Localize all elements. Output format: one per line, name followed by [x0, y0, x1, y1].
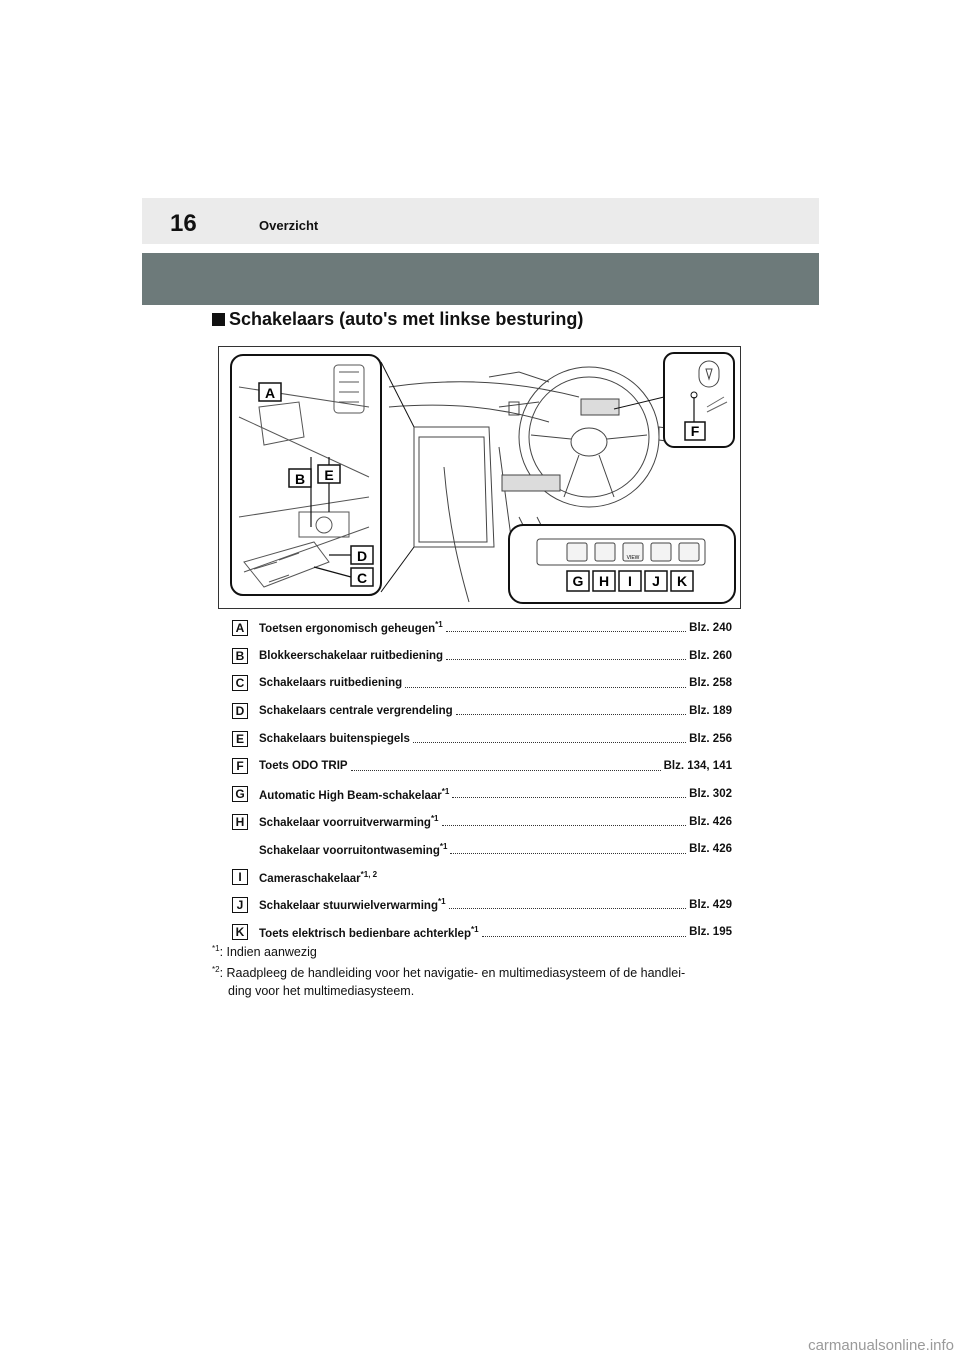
leader-dots	[449, 908, 687, 909]
callout-j-label: J	[652, 573, 660, 589]
page-ref: Blz. 426	[689, 815, 732, 828]
callout-b-label: B	[294, 471, 306, 487]
callout-a-label: A	[264, 385, 276, 401]
page-ref: Blz. 260	[689, 649, 732, 662]
leader-dots	[351, 770, 661, 771]
item-label: Toets ODO TRIP	[259, 760, 348, 773]
item-badge: F	[232, 758, 248, 774]
item-label: Schakelaar voorruitontwaseming$^{*1}$	[259, 841, 448, 857]
leader-dots	[446, 631, 686, 632]
page-ref: Blz. 256	[689, 732, 732, 745]
section-title: Overzicht	[259, 218, 319, 233]
item-label: Toets elektrisch bedienbare achterklep$^{*1}$	[259, 924, 479, 940]
list-item	[232, 891, 732, 919]
square-bullet-icon	[212, 313, 225, 326]
page-ref: Blz. 426	[689, 843, 732, 856]
item-label: Schakelaars ruitbediening	[259, 677, 403, 690]
item-badge: G	[232, 786, 248, 802]
item-badge: J	[232, 897, 248, 913]
list-item	[232, 669, 732, 697]
leader-dots	[450, 853, 686, 854]
dashboard-illustration	[218, 346, 741, 609]
footnote-2-continued: ding voor het multimediasysteem.	[228, 984, 415, 999]
list-item	[232, 725, 732, 753]
item-badge: D	[232, 703, 248, 719]
list-item	[232, 780, 732, 808]
item-label: Cameraschakelaar$^{*1, 2}$	[259, 869, 378, 885]
leader-dots	[413, 742, 686, 743]
callout-h-label: H	[598, 573, 610, 589]
page-ref: Blz. 258	[689, 677, 732, 690]
item-label: Schakelaars centrale vergrendeling	[259, 704, 453, 717]
list-item	[232, 752, 732, 780]
footnote-1: $^{*1}$: Indien aanwezig	[212, 944, 317, 960]
item-label: Schakelaars buitenspiegels	[259, 732, 410, 745]
item-badge: E	[232, 731, 248, 747]
item-badge: H	[232, 814, 248, 830]
item-label: Blokkeerschakelaar ruitbediening	[259, 649, 444, 662]
callout-e-label: E	[324, 467, 334, 483]
page-ref: Blz. 195	[689, 926, 732, 939]
header-bar	[142, 198, 819, 244]
page-ref: Blz. 429	[689, 898, 732, 911]
list-item	[232, 614, 732, 642]
callout-k-label: K	[676, 573, 688, 589]
item-label: Toetsen ergonomisch geheugen$^{*1}$	[259, 620, 443, 636]
item-badge-empty	[232, 841, 248, 857]
list-item	[232, 697, 732, 725]
list-item	[232, 808, 732, 836]
callout-c-label: C	[356, 570, 368, 586]
callout-g-label: G	[572, 573, 584, 589]
leader-dots	[405, 687, 686, 688]
item-badge: K	[232, 924, 248, 940]
leader-dots	[446, 659, 686, 660]
callout-f-label: F	[690, 423, 700, 439]
chapter-band	[142, 253, 819, 305]
leader-dots	[456, 714, 686, 715]
callout-i-label: I	[628, 573, 632, 589]
heading-text: Schakelaars (auto's met linkse besturing)	[229, 309, 584, 329]
list-item	[232, 642, 732, 670]
item-label: Automatic High Beam-schakelaar$^{*1}$	[259, 786, 450, 802]
switch-panel-inset	[509, 525, 735, 603]
watermark[interactable]: carmanualsonline.info	[808, 1337, 954, 1354]
item-badge: A	[232, 620, 248, 636]
list-item	[232, 836, 732, 864]
page-ref: Blz. 302	[689, 787, 732, 800]
footnote-2: $^{*2}$: Raadpleeg de handleiding voor het navigatie- en multimediasysteem of de handlei-	[212, 965, 686, 981]
item-badge: C	[232, 675, 248, 691]
item-label: Schakelaar voorruitverwarming$^{*1}$	[259, 814, 439, 830]
list-item	[232, 863, 732, 891]
page-ref: Blz. 240	[689, 621, 732, 634]
page-heading	[212, 309, 583, 330]
page-ref: Blz. 134, 141	[663, 760, 732, 773]
odo-trip-inset	[614, 353, 734, 447]
illustration-svg	[219, 347, 740, 608]
leader-dots	[482, 936, 687, 937]
item-label: Schakelaar stuurwielverwarming$^{*1}$	[259, 897, 446, 913]
view-label: VIEW	[626, 555, 640, 561]
switch-list	[232, 614, 732, 946]
item-badge: I	[232, 869, 248, 885]
callout-d-label: D	[356, 548, 368, 564]
page-ref: Blz. 189	[689, 704, 732, 717]
leader-dots	[452, 797, 686, 798]
page-number: 16	[170, 210, 197, 237]
item-badge: B	[232, 648, 248, 664]
leader-dots	[442, 825, 687, 826]
footnotes	[212, 940, 752, 1000]
